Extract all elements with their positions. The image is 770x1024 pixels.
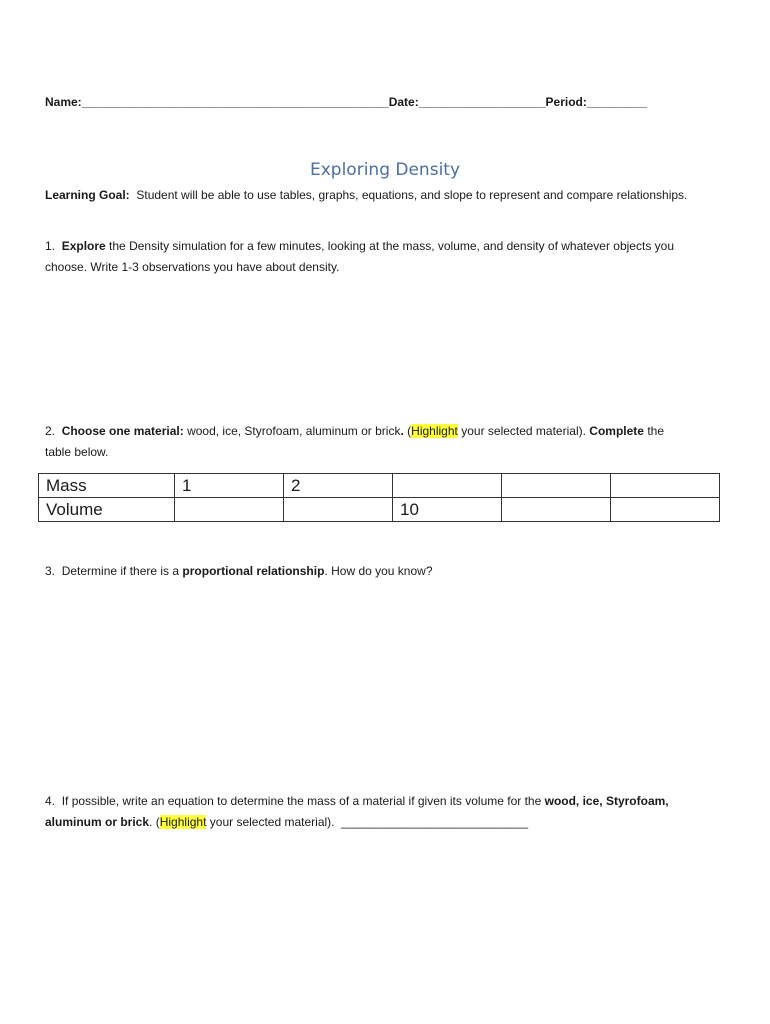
page-title: Exploring Density xyxy=(309,160,461,180)
q4-answer-blank[interactable]: ____________________________ xyxy=(341,815,529,829)
goal-text: Student will be able to use tables, graphs, equations, and slope to represent and compare relationships. xyxy=(136,188,688,202)
data-table xyxy=(38,473,720,522)
goal-label: Learning Goal: xyxy=(45,188,130,202)
q2-text-1: wood, ice, Styrofoam, aluminum or brick xyxy=(187,424,401,438)
question-1 xyxy=(45,236,674,278)
table-row-volume xyxy=(39,498,720,522)
table-cell[interactable]: 1 xyxy=(175,474,284,498)
q2-text-3: the xyxy=(647,424,664,438)
name-label: Name: xyxy=(45,95,82,109)
header-line xyxy=(45,95,647,109)
q2-highlight: Highlight xyxy=(411,424,458,438)
q3-text-2: . How do you know? xyxy=(324,564,433,578)
q4-number: 4. xyxy=(45,794,56,808)
table-cell[interactable] xyxy=(393,474,502,498)
q4-text-2: your selected material). xyxy=(209,815,335,829)
table-cell[interactable] xyxy=(502,498,611,522)
q3-number: 3. xyxy=(45,564,56,578)
date-blank[interactable]: ___________________ xyxy=(418,95,546,109)
q2-number: 2. xyxy=(45,424,56,438)
q2-text-4: table below. xyxy=(45,445,109,459)
period-blank[interactable]: _________ xyxy=(586,95,647,109)
table-cell[interactable] xyxy=(502,474,611,498)
q1-bold: Explore xyxy=(61,239,106,253)
table-cell[interactable]: 2 xyxy=(284,474,393,498)
q4-highlight: Highlight xyxy=(159,815,207,829)
q2-dot: . xyxy=(400,424,404,438)
table-row-mass xyxy=(39,474,720,498)
table-cell[interactable] xyxy=(611,474,720,498)
table-cell[interactable]: 10 xyxy=(393,498,502,522)
q1-text-1: the Density simulation for a few minutes, looking at the mass, volume, and density of whatever objects you xyxy=(109,239,674,253)
row-header-volume: Volume xyxy=(39,498,175,522)
q3-bold: proportional relationship xyxy=(182,564,325,578)
q2-bold-2: Complete xyxy=(589,424,644,438)
q2-bold-1: Choose one material: xyxy=(61,424,184,438)
question-4 xyxy=(45,791,669,833)
q4-dot: . xyxy=(149,815,153,829)
name-blank[interactable]: ______________________________________________ xyxy=(81,95,389,109)
table-cell[interactable] xyxy=(175,498,284,522)
q2-paren: ( xyxy=(407,424,412,438)
q2-text-2: your selected material). xyxy=(461,424,586,438)
q1-number: 1. xyxy=(45,239,56,253)
question-2 xyxy=(45,421,664,463)
q3-text-1: Determine if there is a xyxy=(61,564,180,578)
q4-bold-1: wood, ice, Styrofoam, xyxy=(544,794,669,808)
row-header-mass: Mass xyxy=(39,474,175,498)
table-cell[interactable] xyxy=(284,498,393,522)
q1-text-2: choose. Write 1-3 observations you have about density. xyxy=(45,260,340,274)
q4-paren: ( xyxy=(155,815,160,829)
question-3 xyxy=(45,561,433,582)
q4-bold-2: aluminum or brick xyxy=(45,815,150,829)
period-label: Period: xyxy=(545,95,587,109)
table-cell[interactable] xyxy=(611,498,720,522)
learning-goal xyxy=(45,188,687,202)
date-label: Date: xyxy=(388,95,419,109)
q4-text-1: If possible, write an equation to determine the mass of a material if given its volume for the xyxy=(61,794,542,808)
